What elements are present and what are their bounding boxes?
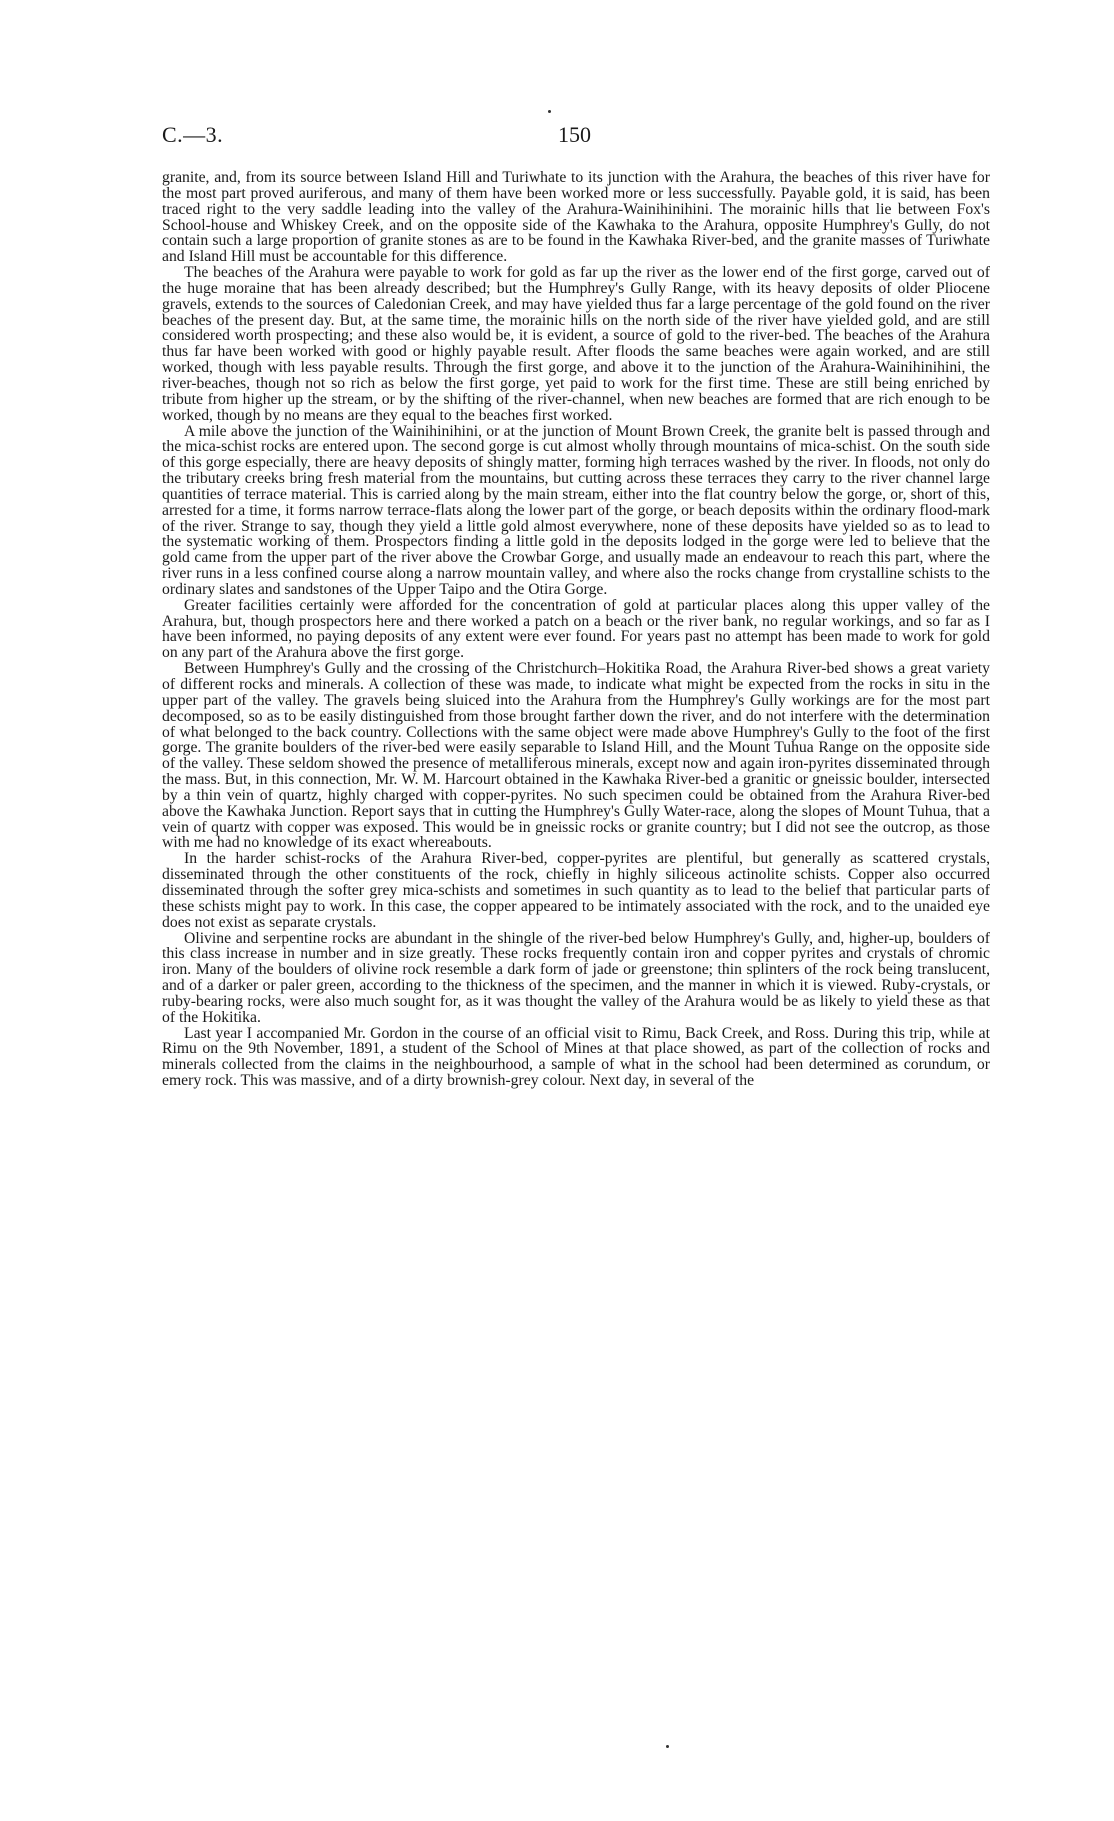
- paragraph-5: Between Humphrey's Gully and the crossing of the Christchurch–Hokitika Road, the Arahura River-bed shows a great variety of different rocks and minerals. A collection of these was made, to indicate what might be expected from the rocks in situ in the upper part of the valley. The gravels being sluiced into the Arahura from the Humphrey's Gully workings are for the most part decomposed, so as to be easily distinguished from those brought farther down the river, and do not interfere with the determination of what belonged to the back country. Collections with the same object were made above Humphrey's Gully to the foot of the first gorge. The granite boulders of the river-bed were easily separable to Island Hill, and the Mount Tuhua Range on the opposite side of the valley. These seldom showed the presence of metalliferous minerals, except now and again iron-pyrites disseminated through the mass. But, in this connection, Mr. W. M. Harcourt obtained in the Kawhaka River-bed a granitic or gneissic boulder, intersected by a thin vein of quartz, highly charged with copper-pyrites. No such specimen could be obtained from the Arahura River-bed above the Kawhaka Junction. Report says that in cutting the Humphrey's Gully Water-race, along the slopes of Mount Tuhua, that a vein of quartz with copper was exposed. This would be in gneissic rocks or granite country; but I did not see the outcrop, as those with me had no knowledge of its exact whereabouts.: [162, 660, 990, 852]
- scan-speck-bottom: [666, 1745, 669, 1748]
- paragraph-3: A mile above the junction of the Wainihinihini, or at the junction of Mount Brown Creek, the granite belt is passed through and the mica-schist rocks are entered upon. The second gorge is cut almost wholly through mountains of mica-schist. On the south side of this gorge especially, there are heavy deposits of shingly matter, forming high terraces washed by the river. In floods, not only do the tributary creeks bring fresh material from the mountains, but cutting across these terraces they carry to the river channel large quantities of terrace material. This is carried along by the main stream, either into the flat country below the gorge, or, short of this, arrested for a time, it forms narrow terrace-flats along the lower part of the gorge, or beach deposits within the ordinary flood-mark of the river. Strange to say, though they yield a little gold almost everywhere, none of these deposits have yielded so as to lead to the systematic working of them. Prospectors finding a little gold in the deposits lodged in the gorge were led to believe that the gold came from the upper part of the river above the Crowbar Gorge, and usually made an endeavour to reach this part, where the river runs in a less confined course along a narrow mountain valley, and where also the rocks change from crystalline schists to the ordinary slates and sandstones of the Upper Taipo and the Otira Gorge.: [162, 422, 990, 598]
- paragraph-6: In the harder schist-rocks of the Arahura River-bed, copper-pyrites are plentiful, but generally as scattered crystals, disseminated through the other constituents of the rock, chiefly in highly siliceous actinolite schists. Copper also occurred disseminated through the softer grey mica-schists and sometimes in such quantity as to lead to the belief that particular parts of these schists might pay to work. In this case, the copper appeared to be intimately associated with the rock, and to the unaided eye does not exist as separate crystals.: [162, 850, 990, 931]
- paragraph-7: Olivine and serpentine rocks are abundant in the shingle of the river-bed below Humphrey's Gully, and, higher-up, boulders of this class increase in number and in size greatly. These rocks frequently contain iron and copper pyrites and crystals of chromic iron. Many of the boulders of olivine rock resemble a dark form of jade or greenstone; thin splinters of the rock being translucent, and of a darker or paler green, according to the thickness of the specimen, and the manner in which it is viewed. Ruby-crystals, or ruby-bearing rocks, were also much sought for, as it was thought the valley of the Arahura would be as likely to yield these as that of the Hokitika.: [162, 929, 990, 1026]
- paragraph-4: Greater facilities certainly were afforded for the concentration of gold at particular places along this upper valley of the Arahura, but, though prospectors here and there worked a patch on a beach or the river bank, no regular workings, and so far as I have been informed, no paying deposits of any extent were ever found. For years past no attempt has been made to work for gold on any part of the Arahura above the first gorge.: [162, 596, 990, 662]
- paragraph-2: The beaches of the Arahura were payable to work for gold as far up the river as the lower end of the first gorge, carved out of the huge moraine that has been already described; but the Humphrey's Gully Range, with its heavy deposits of older Pliocene gravels, extends to the sources of Caledonian Creek, and may have yielded thus far a large percentage of the gold found on the river beaches of the present day. But, at the same time, the morainic hills on the north side of the river have yielded gold, and are still considered worth prospecting; and these also would be, it is evident, a source of gold to the river-bed. The beaches of the Arahura thus far have been worked with good or highly payable result. After floods the same beaches were again worked, and are still worked, though with less payable results. Through the first gorge, and above it to the junction of the Arahura-Wainihinihini, the river-beaches, though not so rich as below the first gorge, yet paid to work for the first time. These are still being enriched by tribute from higher up the stream, or by the shifting of the river-channel, when new beaches are formed that are rich enough to be worked, though by no means are they equal to the beaches first worked.: [162, 264, 990, 424]
- body-text: [162, 170, 990, 1089]
- paragraph-8: Last year I accompanied Mr. Gordon in the course of an official visit to Rimu, Back Creek, and Ross. During this trip, while at Rimu on the 9th November, 1891, a student of the School of Mines at that place showed, as part of the collection of rocks and minerals collected from the claims in the neighbourhood, a sample of what in the school had been determined as corundum, or emery rock. This was massive, and of a dirty brownish-grey colour. Next day, in several of the: [162, 1024, 990, 1090]
- page-number: 150: [558, 122, 591, 147]
- paragraph-1: granite, and, from its source between Island Hill and Turiwhate to its junction with the Arahura, the beaches of this river have for the most part proved auriferous, and many of them have been worked more or less successfully. Payable gold, it is said, has been traced right to the very saddle leading into the valley of the Arahura-Wainihinihini. The morainic hills that lie between Fox's School-house and Whiskey Creek, and on the opposite side of the Kawhaka to the Arahura, opposite Humphrey's Gully, do not contain such a large proportion of granite stones as are to be found in the Kawhaka River-bed, and the granite masses of Turiwhate and Island Hill must be accountable for this difference.: [162, 169, 990, 266]
- scan-speck-top: [548, 110, 551, 113]
- page-header: [162, 122, 990, 152]
- document-reference: C.—3.: [162, 122, 224, 147]
